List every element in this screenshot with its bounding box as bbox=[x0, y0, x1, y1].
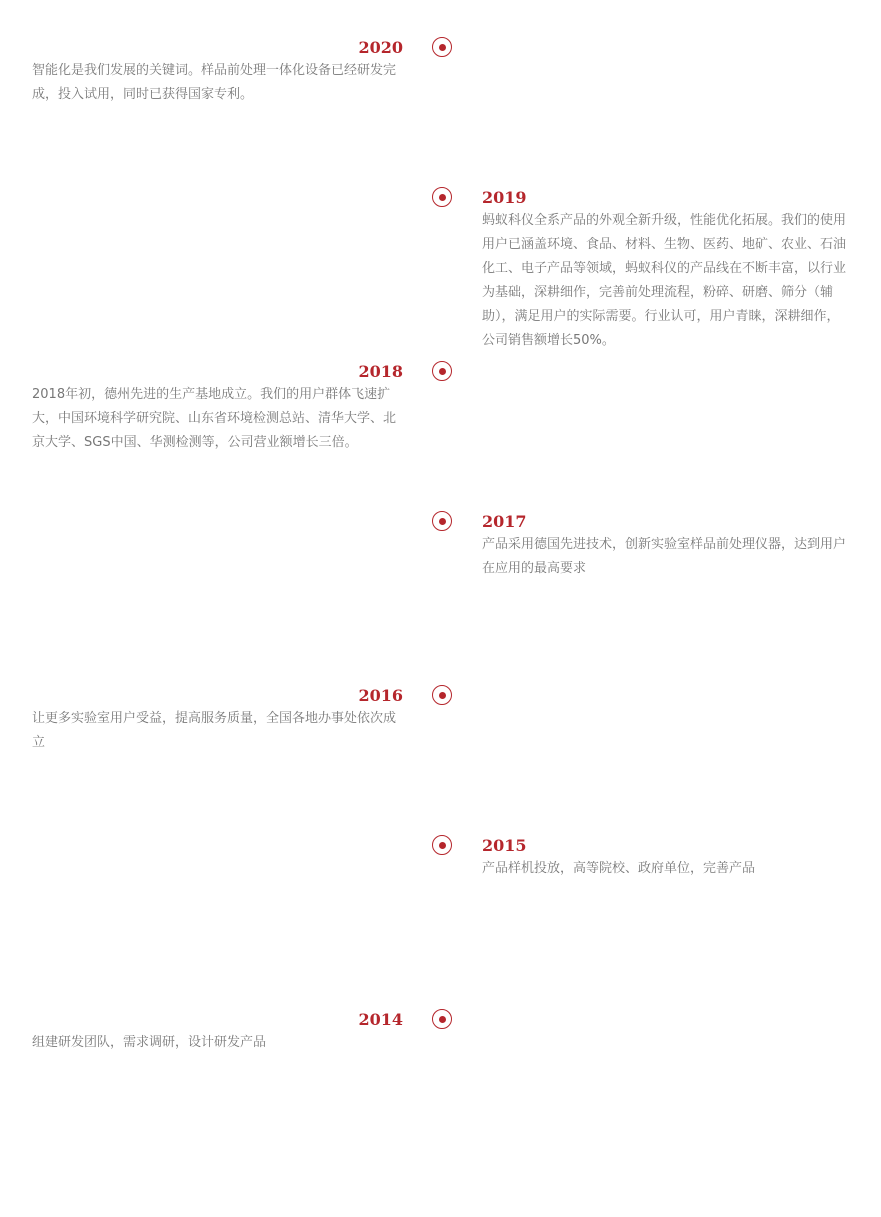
timeline-description: 蚂蚁科仪全系产品的外观全新升级，性能优化拓展。我们的使用用户已涵盖环境、食品、材料、生物、医药、地矿、农业、石油化工、电子产品等领域，蚂蚁科仪的产品线在不断丰富，以行业为基础，深耕细作，完善前处理流程，粉碎、研磨、筛分（辅助），满足用户的实际需要。行业认可，用户青睐，深耕细作，公司销售额增长50%。 bbox=[482, 213, 847, 348]
timeline-description: 产品样机投放，高等院校、政府单位，完善产品 bbox=[482, 861, 756, 876]
timeline-year: 2020 bbox=[358, 38, 403, 57]
timeline-description: 产品采用德国先进技术，创新实验室样品前处理仪器，达到用户在应用的最高要求 bbox=[482, 537, 847, 576]
timeline-year: 2015 bbox=[482, 836, 527, 855]
timeline-description: 让更多实验室用户受益，提高服务质量，全国各地办事处依次成立 bbox=[32, 711, 397, 750]
timeline-year: 2019 bbox=[482, 188, 527, 207]
timeline-year: 2014 bbox=[358, 1010, 403, 1029]
timeline-dot-icon bbox=[432, 511, 452, 531]
timeline-description: 2018年初，德州先进的生产基地成立。我们的用户群体飞速扩大，中国环境科学研究院、山东省环境检测总站、清华大学、北京大学、SGS中国、华测检测等，公司营业额增长三倍。 bbox=[32, 387, 397, 450]
timeline-description: 组建研发团队，需求调研，设计研发产品 bbox=[32, 1035, 267, 1050]
timeline-dot-icon bbox=[432, 361, 452, 381]
timeline-dot-icon bbox=[432, 685, 452, 705]
timeline-year: 2018 bbox=[358, 362, 403, 381]
timeline-year: 2016 bbox=[358, 686, 403, 705]
timeline-description: 智能化是我们发展的关键词。样品前处理一体化设备已经研发完成，投入试用，同时已获得国家专利。 bbox=[32, 63, 397, 102]
timeline-dot-icon bbox=[432, 1009, 452, 1029]
timeline-dot-icon bbox=[432, 187, 452, 207]
timeline-dot-icon bbox=[432, 37, 452, 57]
timeline-year: 2017 bbox=[482, 512, 527, 531]
timeline-dot-icon bbox=[432, 835, 452, 855]
